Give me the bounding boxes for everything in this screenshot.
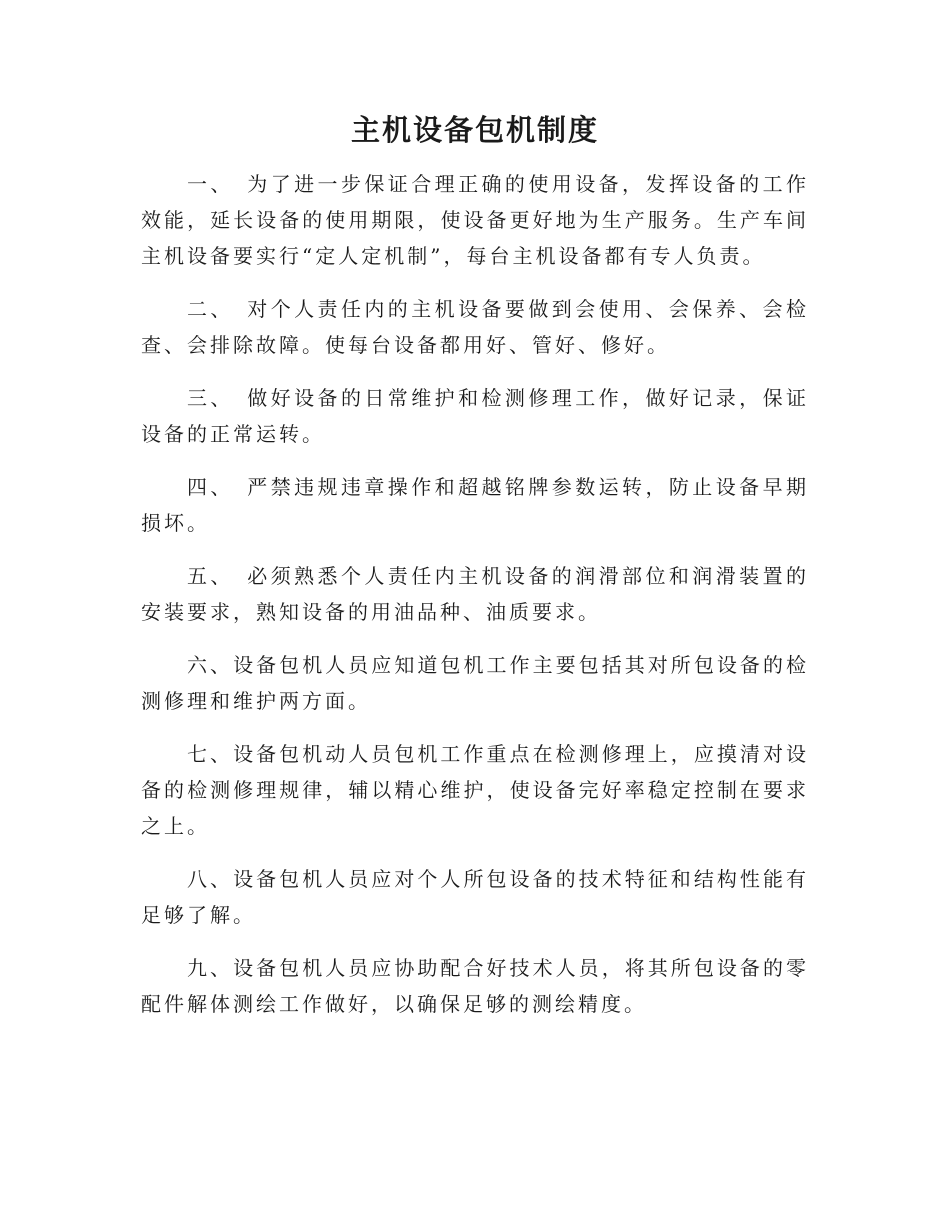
- paragraph-4: 四、 严禁违规违章操作和超越铭牌参数运转，防止设备早期损坏。: [141, 475, 809, 535]
- document-title: 主机设备包机制度: [350, 113, 599, 147]
- paragraph-9: 九、设备包机人员应协助配合好技术人员，将其所包设备的零配件解体测绘工作做好，以确保足够的测绘精度。: [141, 956, 809, 1016]
- paragraph-6: 六、设备包机人员应知道包机工作主要包括其对所包设备的检测修理和维护两方面。: [141, 653, 809, 713]
- paragraph-7: 七、设备包机动人员包机工作重点在检测修理上，应摸清对设备的检测修理规律，辅以精心维护，使设备完好率稳定控制在要求之上。: [141, 742, 809, 838]
- paragraph-2: 二、 对个人责任内的主机设备要做到会使用、会保养、会检查、会排除故障。使每台设备都用好、管好、修好。: [141, 297, 809, 357]
- paragraph-8: 八、设备包机人员应对个人所包设备的技术特征和结构性能有足够了解。: [141, 867, 809, 927]
- paragraph-3: 三、 做好设备的日常维护和检测修理工作，做好记录，保证设备的正常运转。: [141, 386, 809, 446]
- document-body: [141, 166, 809, 1039]
- paragraph-5: 五、 必须熟悉个人责任内主机设备的润滑部位和润滑装置的安装要求，熟知设备的用油品种、油质要求。: [141, 564, 809, 624]
- paragraph-1: 一、 为了进一步保证合理正确的使用设备，发挥设备的工作效能，延长设备的使用期限，使设备更好地为生产服务。生产车间主机设备要实行“定人定机制”，每台主机设备都有专人负责。: [141, 172, 809, 268]
